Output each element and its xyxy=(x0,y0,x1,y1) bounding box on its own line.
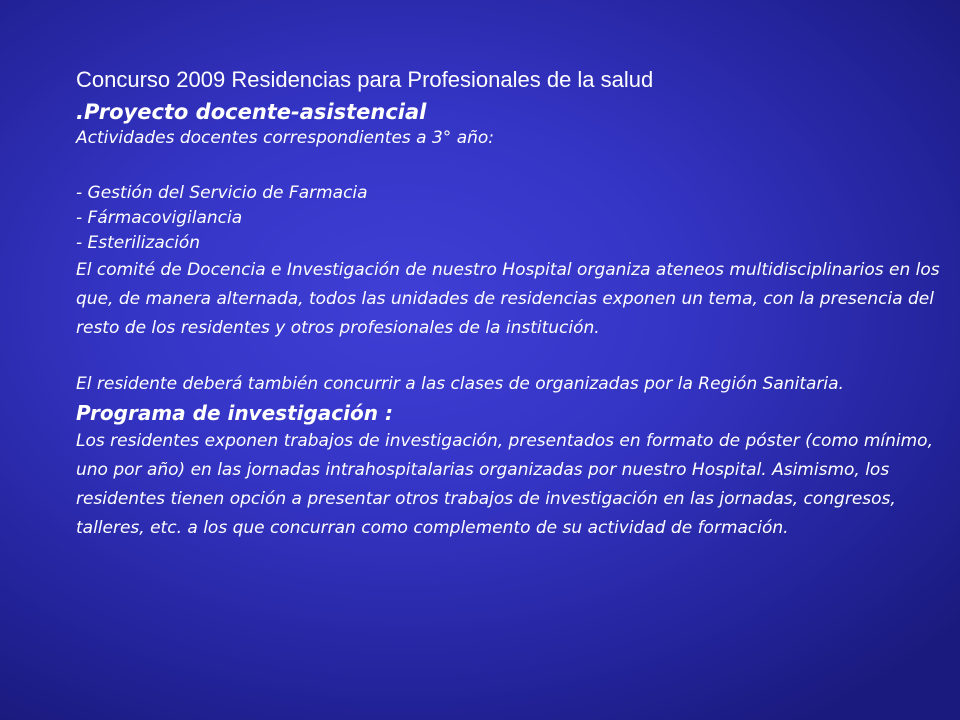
slide-content xyxy=(76,64,956,543)
paragraph-region-sanitaria: El residente deberá también concurrir a las clases de organizadas por la Región Sanitaria. xyxy=(76,374,844,394)
paragraph-ateneos: El comité de Docencia e Investigación de nuestro Hospital organiza ateneos multidisciplinarios en los que, de manera alternada, todos las unidades de residencias exponen un tema, con la presencia del resto de los residentes y otros profesionales de la institución. xyxy=(76,260,940,338)
intro-text: Actividades docentes correspondientes a 3° año: xyxy=(76,128,495,148)
section-title-investigacion: Programa de investigación : xyxy=(76,401,393,425)
spacer xyxy=(76,343,956,370)
paragraph-investigacion: Los residentes exponen trabajos de investigación, presentados en formato de póster (como mínimo, uno por año) en las jornadas intrahospitalarias organizadas por nuestro Hospital. Asimismo, los residentes tienen opción a presentar otros trabajos de investigación en las jornadas, congresos, talleres, etc. a los que concurran como complemento de su actividad de formación. xyxy=(76,431,933,538)
slide-title: Concurso 2009 Residencias para Profesionales de la salud xyxy=(76,67,654,92)
spacer xyxy=(76,151,956,181)
activities-list xyxy=(76,181,956,256)
slide-subtitle: .Proyecto docente-asistencial xyxy=(76,100,427,124)
list-item: - Gestión del Servicio de Farmacia xyxy=(76,183,368,203)
list-item: - Esterilización xyxy=(76,233,201,253)
list-item: - Fármacovigilancia xyxy=(76,208,243,228)
